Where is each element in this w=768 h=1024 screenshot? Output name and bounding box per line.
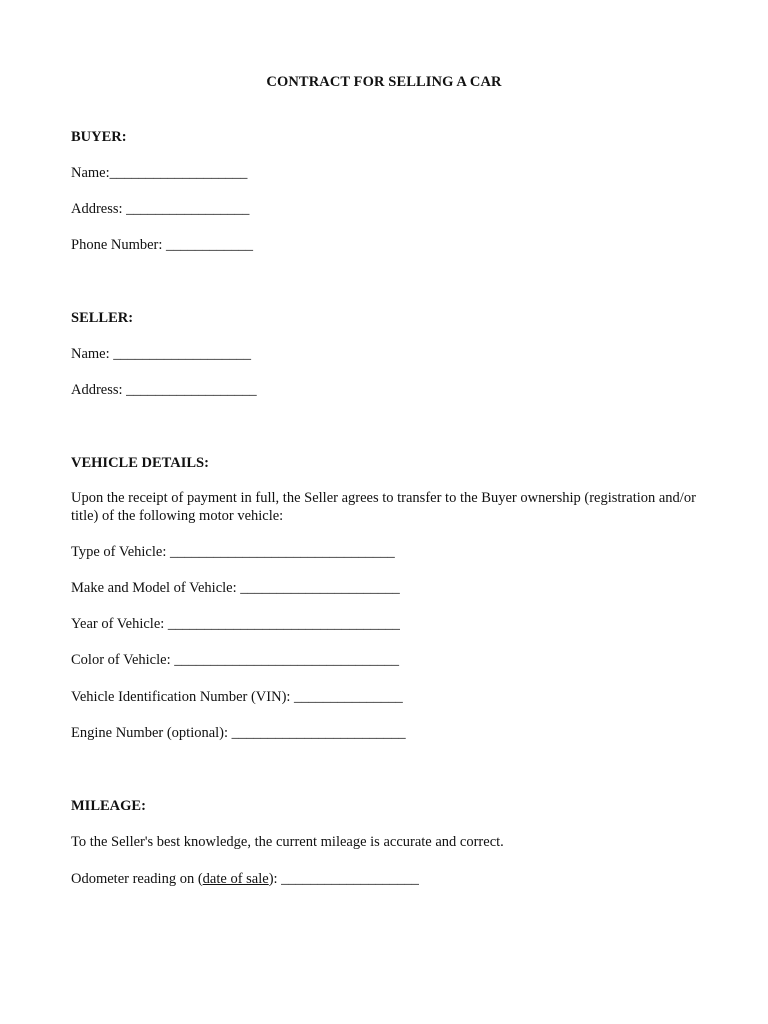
vehicle-vin-field: Vehicle Identification Number (VIN): _______________ bbox=[71, 689, 403, 705]
buyer-address-field: Address: _________________ bbox=[71, 201, 250, 217]
vehicle-make-model-field: Make and Model of Vehicle: ______________________ bbox=[71, 580, 400, 596]
vehicle-color-field: Color of Vehicle: _______________________________ bbox=[71, 652, 399, 668]
buyer-name-field: Name:___________________ bbox=[71, 165, 248, 181]
odometer-prefix: Odometer reading on ( bbox=[71, 871, 203, 887]
vehicle-year-field: Year of Vehicle: ________________________________ bbox=[71, 616, 400, 632]
buyer-heading: BUYER: bbox=[71, 129, 127, 145]
mileage-statement: To the Seller's best knowledge, the current mileage is accurate and correct. bbox=[71, 834, 504, 850]
buyer-phone-field: Phone Number: ____________ bbox=[71, 237, 254, 253]
odometer-date-label: date of sale bbox=[202, 871, 269, 887]
vehicle-engine-field: Engine Number (optional): ________________________ bbox=[71, 725, 406, 741]
seller-name-field: Name: ___________________ bbox=[71, 346, 252, 362]
odometer-suffix: ): ___________________ bbox=[268, 871, 419, 887]
seller-address-field: Address: __________________ bbox=[71, 382, 257, 398]
vehicle-type-field: Type of Vehicle: _______________________________ bbox=[71, 544, 395, 560]
mileage-heading: MILEAGE: bbox=[71, 798, 146, 814]
document-title: CONTRACT FOR SELLING A CAR bbox=[266, 74, 502, 90]
vehicle-heading: VEHICLE DETAILS: bbox=[71, 455, 209, 471]
seller-heading: SELLER: bbox=[71, 310, 134, 326]
odometer-reading-field bbox=[71, 870, 419, 888]
vehicle-intro-paragraph: Upon the receipt of payment in full, the Seller agrees to transfer to the Buyer ownership (registration and/or title) of the following motor vehicle: bbox=[71, 490, 696, 524]
